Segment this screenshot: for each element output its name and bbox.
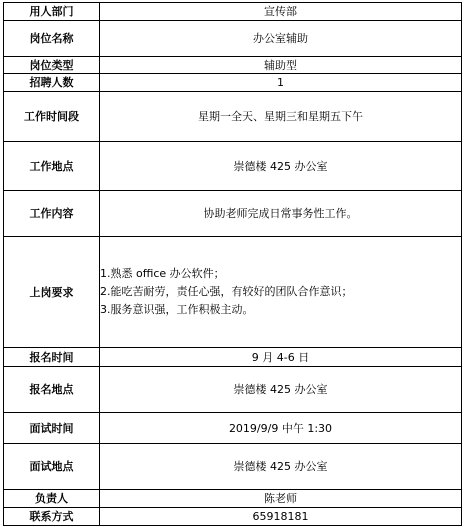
row-label-department: 用人部门 <box>4 3 100 21</box>
table-row <box>4 21 462 57</box>
row-label-contact-person: 负责人 <box>4 490 100 508</box>
row-value-work-hours: 星期一全天、星期三和星期五下午 <box>100 92 462 142</box>
row-value-contact-person: 陈老师 <box>100 490 462 508</box>
row-label-signup-time: 报名时间 <box>4 348 100 367</box>
row-label-work-location: 工作地点 <box>4 142 100 191</box>
row-value-type: 辅助型 <box>100 57 462 74</box>
row-value-position: 办公室辅助 <box>100 21 462 57</box>
row-value-signup-location: 崇德楼 425 办公室 <box>100 367 462 413</box>
row-value-department: 宣传部 <box>100 3 462 21</box>
requirement-item: 2.能吃苦耐劳，责任心强，有较好的团队合作意识； <box>100 285 353 298</box>
row-value-interview-time: 2019/9/9 中午 1:30 <box>100 413 462 444</box>
row-label-work-hours: 工作时间段 <box>4 92 100 142</box>
requirement-item: 1.熟悉 office 办公软件； <box>100 267 225 280</box>
table-row <box>4 413 462 444</box>
row-label-type: 岗位类型 <box>4 57 100 74</box>
requirement-item: 3.服务意识强，工作积极主动。 <box>100 303 254 316</box>
table-row <box>4 74 462 92</box>
table-row <box>4 142 462 191</box>
row-label-requirements: 上岗要求 <box>4 237 100 348</box>
row-label-headcount: 招聘人数 <box>4 74 100 92</box>
row-value-work-location: 崇德楼 425 办公室 <box>100 142 462 191</box>
table-row <box>4 57 462 74</box>
row-value-interview-location: 崇德楼 425 办公室 <box>100 444 462 490</box>
table-row <box>4 444 462 490</box>
row-value-signup-time: 9 月 4-6 日 <box>100 348 462 367</box>
row-label-contact-info: 联系方式 <box>4 508 100 526</box>
table-row <box>4 348 462 367</box>
row-label-work-content: 工作内容 <box>4 191 100 237</box>
row-value-work-content: 协助老师完成日常事务性工作。 <box>100 191 462 237</box>
row-label-signup-location: 报名地点 <box>4 367 100 413</box>
job-posting-table <box>3 2 462 526</box>
table-row <box>4 237 462 348</box>
table-row <box>4 490 462 508</box>
row-value-contact-info: 65918181 <box>100 508 462 526</box>
table-row <box>4 508 462 526</box>
row-label-position: 岗位名称 <box>4 21 100 57</box>
table-row <box>4 191 462 237</box>
table-row <box>4 367 462 413</box>
row-value-requirements <box>100 237 462 348</box>
table-row <box>4 92 462 142</box>
row-value-headcount: 1 <box>100 74 462 92</box>
row-label-interview-location: 面试地点 <box>4 444 100 490</box>
table-row <box>4 3 462 21</box>
row-label-interview-time: 面试时间 <box>4 413 100 444</box>
